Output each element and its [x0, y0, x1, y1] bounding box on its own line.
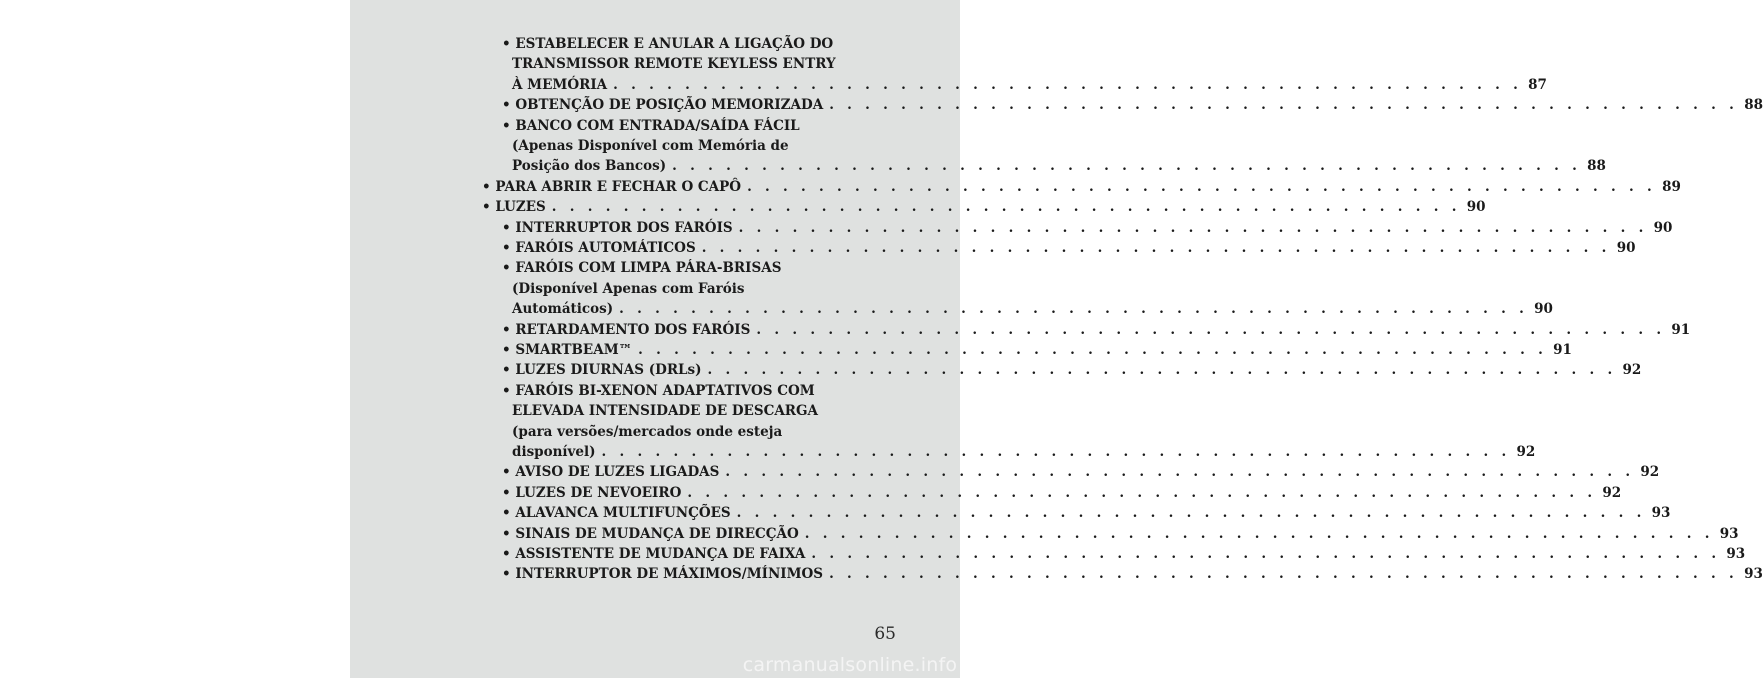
toc-entry	[502, 239, 1636, 257]
toc-entry-page: 92	[1516, 444, 1536, 460]
toc-entry-title: TRANSMISSOR REMOTE KEYLESS ENTRY	[512, 56, 836, 73]
toc-entry-page: 93	[1719, 525, 1739, 542]
toc-entry-title: À MEMÓRIA	[512, 76, 608, 93]
dot-leader: . . . . . . . . . . . . . . . . . . . . . . . . . . . . . . . . . . . . . . . . . . . . . . . . . . .	[738, 219, 1648, 236]
toc-entry-page: 90	[1616, 240, 1636, 256]
toc-entry-title: (Apenas Disponível com Memória de	[512, 138, 789, 154]
toc-entry-title: • AVISO DE LUZES LIGADAS	[502, 464, 720, 481]
toc-entry	[502, 361, 1642, 379]
toc-entry-title: • LUZES DE NEVOEIRO	[502, 484, 682, 501]
toc-entry	[502, 219, 1673, 237]
toc-entry-title: • FARÓIS BI-XENON ADAPTATIVOS COM	[502, 382, 815, 399]
toc-entry-page: 89	[1662, 178, 1681, 195]
toc-entry-page: 93	[1651, 505, 1671, 522]
toc-entry-title: • FARÓIS AUTOMÁTICOS	[502, 240, 696, 256]
dot-leader: . . . . . . . . . . . . . . . . . . . . . . . . . . . . . . . . . . . . . . . . . . . . . . . . . . .	[638, 342, 1548, 358]
toc-entry	[502, 484, 1622, 502]
toc-entry	[482, 198, 1486, 216]
dot-leader: . . . . . . . . . . . . . . . . . . . . . . . . . . . . . . . . . . . . . . . . . . . . . . . . . . .	[619, 301, 1529, 318]
dot-leader: . . . . . . . . . . . . . . . . . . . . . . . . . . . . . . . . . . . . . . . . . . . . . . . . . . .	[725, 464, 1635, 481]
toc-entry-title: • ASSISTENTE DE MUDANÇA DE FAIXA	[502, 546, 806, 562]
toc-entry-title: Posição dos Bancos)	[512, 158, 667, 175]
dot-leader: . . . . . . . . . . . . . . . . . . . . . . . . . . . . . . . . . . . . . . . . . . . . . . . . . . .	[701, 240, 1611, 256]
toc-entry-title: (para versões/mercados onde esteja	[512, 423, 783, 440]
toc-entry-page: 88	[1744, 97, 1763, 114]
dot-leader: . . . . . . . . . . . . . . . . . . . . . . . . . . . . . . . . . . . . . . . . . . . . . . . . . . .	[829, 566, 1739, 583]
toc-entry-page: 92	[1640, 464, 1660, 481]
toc-entry	[512, 76, 1547, 94]
toc-entry	[502, 525, 1739, 543]
dot-leader: . . . . . . . . . . . . . . . . . . . . . . . . . . . . . . . . . . . . . . . . . . . . . . . . . . .	[804, 525, 1714, 542]
dot-leader: . . . . . . . . . . . . . . . . . . . . . . . . . . . . . . . . . . . . . . . . . . . . . . . . . . .	[672, 158, 1582, 175]
toc-entry-page: 93	[1744, 566, 1763, 583]
dot-leader: . . . . . . . . . . . . . . . . . . . . . . . . . . . . . . . . . . . . . . . . . . . . . . . . . . .	[756, 321, 1666, 338]
toc-entry	[502, 321, 1691, 339]
dot-leader: . . . . . . . . . . . . . . . . . . . . . . . . . . . . . . . . . . . . . . . . . . . . . . . . . . .	[829, 97, 1739, 114]
table-of-contents	[350, 0, 1763, 678]
dot-leader: . . . . . . . . . . . . . . . . . . . . . . . . . . . . . . . . . . . . . . . . . . . . . . . . . . .	[613, 76, 1523, 93]
toc-entry	[502, 341, 1572, 359]
toc-entry-title: • FARÓIS COM LIMPA PÁRA-BRISAS	[502, 260, 782, 277]
toc-entry-title: • LUZES	[482, 199, 546, 216]
toc-entry-page: 87	[1528, 76, 1547, 93]
toc-entry-title: • SINAIS DE MUDANÇA DE DIRECÇÃO	[502, 525, 799, 542]
dot-leader: . . . . . . . . . . . . . . . . . . . . . . . . . . . . . . . . . . . . . . . . . . . . . . . . . . .	[736, 505, 1646, 522]
toc-entry-title: • LUZES DIURNAS (DRLs)	[502, 362, 702, 379]
toc-entry-title: • PARA ABRIR E FECHAR O CAPÔ	[482, 178, 742, 195]
dot-leader: . . . . . . . . . . . . . . . . . . . . . . . . . . . . . . . . . . . . . . . . . . . . . . . . . . .	[707, 362, 1617, 379]
toc-entry-title: • BANCO COM ENTRADA/SAÍDA FÁCIL	[502, 117, 800, 134]
toc-entry	[512, 443, 1536, 461]
watermark: carmanualsonline.info	[742, 654, 958, 676]
toc-entry	[502, 565, 1763, 583]
manual-page	[350, 0, 1763, 678]
toc-entry-title: • RETARDAMENTO DOS FARÓIS	[502, 321, 751, 338]
toc-entry	[512, 157, 1606, 175]
toc-entry-page: 93	[1726, 546, 1746, 562]
toc-entry-title: • ESTABELECER E ANULAR A LIGAÇÃO DO	[502, 36, 834, 52]
toc-entry-page: 92	[1602, 484, 1622, 501]
dot-leader: . . . . . . . . . . . . . . . . . . . . . . . . . . . . . . . . . . . . . . . . . . . . . . . . . . .	[551, 199, 1461, 216]
toc-entry-page: 90	[1534, 301, 1553, 318]
dot-leader: . . . . . . . . . . . . . . . . . . . . . . . . . . . . . . . . . . . . . . . . . . . . . . . . . . .	[747, 178, 1657, 195]
toc-entry-page: 90	[1653, 219, 1673, 236]
page-number: 65	[874, 624, 896, 644]
dot-leader: . . . . . . . . . . . . . . . . . . . . . . . . . . . . . . . . . . . . . . . . . . . . . . . . . . .	[601, 444, 1511, 460]
toc-entry	[502, 504, 1671, 522]
toc-entry-title: • OBTENÇÃO DE POSIÇÃO MEMORIZADA	[502, 97, 824, 114]
toc-entry-title: • INTERRUPTOR DE MÁXIMOS/MÍNIMOS	[502, 566, 824, 583]
toc-entry-title: • INTERRUPTOR DOS FARÓIS	[502, 219, 733, 236]
toc-entry	[502, 463, 1660, 481]
toc-entry-title: (Disponível Apenas com Faróis	[512, 280, 745, 297]
dot-leader: . . . . . . . . . . . . . . . . . . . . . . . . . . . . . . . . . . . . . . . . . . . . . . . . . . .	[811, 546, 1721, 562]
toc-entry-page: 92	[1622, 362, 1642, 379]
toc-entry-page: 90	[1466, 199, 1486, 216]
toc-entry-title: • ALAVANCA MULTIFUNÇÕES	[502, 505, 731, 522]
toc-entry-page: 91	[1671, 321, 1691, 338]
toc-entry	[512, 300, 1553, 318]
toc-entry	[482, 178, 1681, 196]
toc-entry	[502, 545, 1746, 563]
toc-entry-page: 91	[1553, 342, 1572, 358]
toc-entry-title: • SMARTBEAM™	[502, 342, 633, 358]
toc-entry-title: Automáticos)	[512, 301, 614, 318]
toc-entry-page: 88	[1587, 158, 1606, 175]
toc-entry-title: ELEVADA INTENSIDADE DE DESCARGA	[512, 403, 819, 420]
toc-entry-title: disponível)	[512, 444, 596, 460]
dot-leader: . . . . . . . . . . . . . . . . . . . . . . . . . . . . . . . . . . . . . . . . . . . . . . . . . . .	[687, 484, 1597, 501]
toc-entry	[502, 96, 1763, 114]
